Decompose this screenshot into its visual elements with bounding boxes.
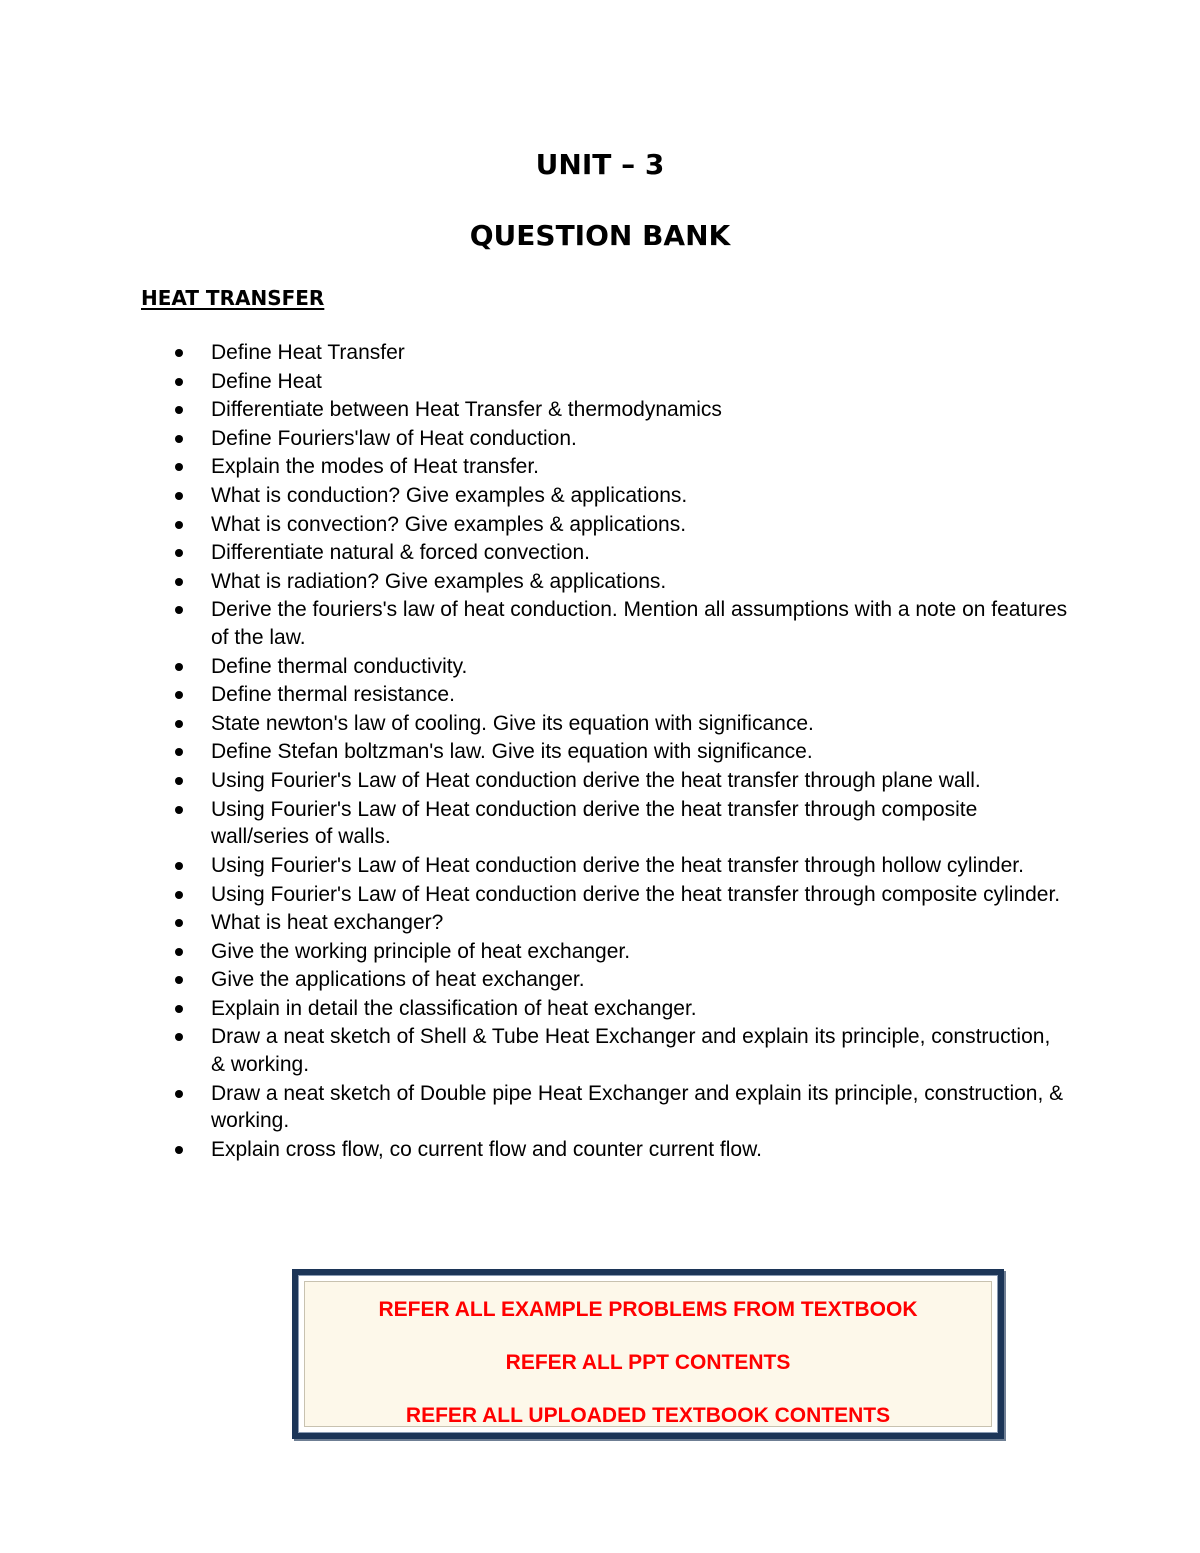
unit-title: UNIT – 3	[535, 148, 665, 181]
list-item	[168, 909, 1068, 937]
bullet-icon	[175, 748, 183, 756]
list-item	[168, 339, 1068, 367]
question-text: State newton's law of cooling. Give its equation with significance.	[211, 711, 814, 735]
list-item	[168, 767, 1068, 795]
question-text: Draw a neat sketch of Double pipe Heat Exchanger and explain its principle, construction, & working.	[211, 1081, 1064, 1133]
bullet-icon	[175, 720, 183, 728]
refer-notice-inner	[304, 1281, 992, 1427]
list-item	[168, 1080, 1068, 1135]
bullet-icon	[175, 549, 183, 557]
list-item	[168, 710, 1068, 738]
bullet-icon	[175, 578, 183, 586]
list-item	[168, 796, 1068, 851]
question-text: Derive the fouriers's law of heat conduction. Mention all assumptions with a note on features of the law.	[211, 598, 1068, 650]
bullet-icon	[175, 919, 183, 927]
list-item	[168, 425, 1068, 453]
list-item	[168, 1136, 1068, 1164]
list-item	[168, 995, 1068, 1023]
bullet-icon	[175, 492, 183, 500]
list-item	[168, 966, 1068, 994]
question-text: Give the working principle of heat exchanger.	[211, 939, 631, 963]
bullet-icon	[175, 691, 183, 699]
bullet-icon	[175, 1005, 183, 1013]
list-item	[168, 482, 1068, 510]
question-text: Using Fourier's Law of Heat conduction derive the heat transfer through composite cylinder.	[211, 882, 1061, 906]
bullet-icon	[175, 976, 183, 984]
bullet-icon	[175, 606, 183, 614]
bullet-icon	[175, 806, 183, 814]
question-text: Define thermal conductivity.	[211, 654, 468, 678]
question-text: Define Heat Transfer	[211, 341, 405, 364]
bullet-icon	[175, 521, 183, 529]
list-item	[168, 738, 1068, 766]
bullet-icon	[175, 948, 183, 956]
question-text: What is heat exchanger?	[211, 911, 444, 935]
list-item	[168, 568, 1068, 596]
refer-line-ppt: REFER ALL PPT CONTENTS	[505, 1351, 791, 1374]
list-item	[168, 511, 1068, 539]
question-text: What is convection? Give examples & applications.	[211, 512, 687, 536]
question-list	[168, 339, 1068, 1165]
bullet-icon	[175, 663, 183, 671]
list-item	[168, 938, 1068, 966]
bullet-icon	[175, 862, 183, 870]
list-item	[168, 596, 1068, 651]
question-text: Explain the modes of Heat transfer.	[211, 455, 540, 479]
question-text: Define Fouriers'law of Heat conduction.	[211, 426, 577, 450]
question-text: Explain cross flow, co current flow and counter current flow.	[211, 1138, 762, 1162]
list-item	[168, 681, 1068, 709]
refer-line-textbook-problems: REFER ALL EXAMPLE PROBLEMS FROM TEXTBOOK	[378, 1298, 918, 1321]
list-item	[168, 1023, 1068, 1078]
question-text: Give the applications of heat exchanger.	[211, 968, 585, 992]
bullet-icon	[175, 406, 183, 414]
refer-line-uploaded-textbook: REFER ALL UPLOADED TEXTBOOK CONTENTS	[405, 1404, 891, 1427]
question-text: What is conduction? Give examples & applications.	[211, 483, 688, 507]
refer-notice-box	[292, 1269, 1004, 1439]
question-text: Define thermal resistance.	[211, 683, 455, 707]
list-item	[168, 453, 1068, 481]
bullet-icon	[175, 1090, 183, 1098]
question-text: Differentiate between Heat Transfer & thermodynamics	[211, 398, 722, 422]
list-item	[168, 653, 1068, 681]
bullet-icon	[175, 777, 183, 785]
list-item	[168, 881, 1068, 909]
bullet-icon	[175, 891, 183, 899]
bullet-icon	[175, 463, 183, 471]
question-text: Define Stefan boltzman's law. Give its equation with significance.	[211, 740, 813, 764]
list-item	[168, 396, 1068, 424]
question-text: Define Heat	[211, 369, 322, 393]
section-heading: HEAT TRANSFER	[141, 286, 325, 310]
question-text: Draw a neat sketch of Shell & Tube Heat Exchanger and explain its principle, construction, & working.	[211, 1025, 1051, 1077]
bullet-icon	[175, 378, 183, 386]
list-item	[168, 539, 1068, 567]
bullet-icon	[175, 349, 183, 357]
question-text: Using Fourier's Law of Heat conduction derive the heat transfer through composite wall/series of walls.	[211, 797, 978, 849]
question-text: Using Fourier's Law of Heat conduction derive the heat transfer through hollow cylinder.	[211, 853, 1024, 877]
bullet-icon	[175, 435, 183, 443]
bullet-icon	[175, 1146, 183, 1154]
question-text: Differentiate natural & forced convection.	[211, 541, 590, 565]
list-item	[168, 368, 1068, 396]
question-text: Using Fourier's Law of Heat conduction derive the heat transfer through plane wall.	[211, 769, 981, 793]
question-text: What is radiation? Give examples & applications.	[211, 569, 667, 593]
list-item	[168, 852, 1068, 880]
question-text: Explain in detail the classification of heat exchanger.	[211, 996, 697, 1020]
question-bank-title: QUESTION BANK	[469, 219, 731, 252]
bullet-icon	[175, 1033, 183, 1041]
